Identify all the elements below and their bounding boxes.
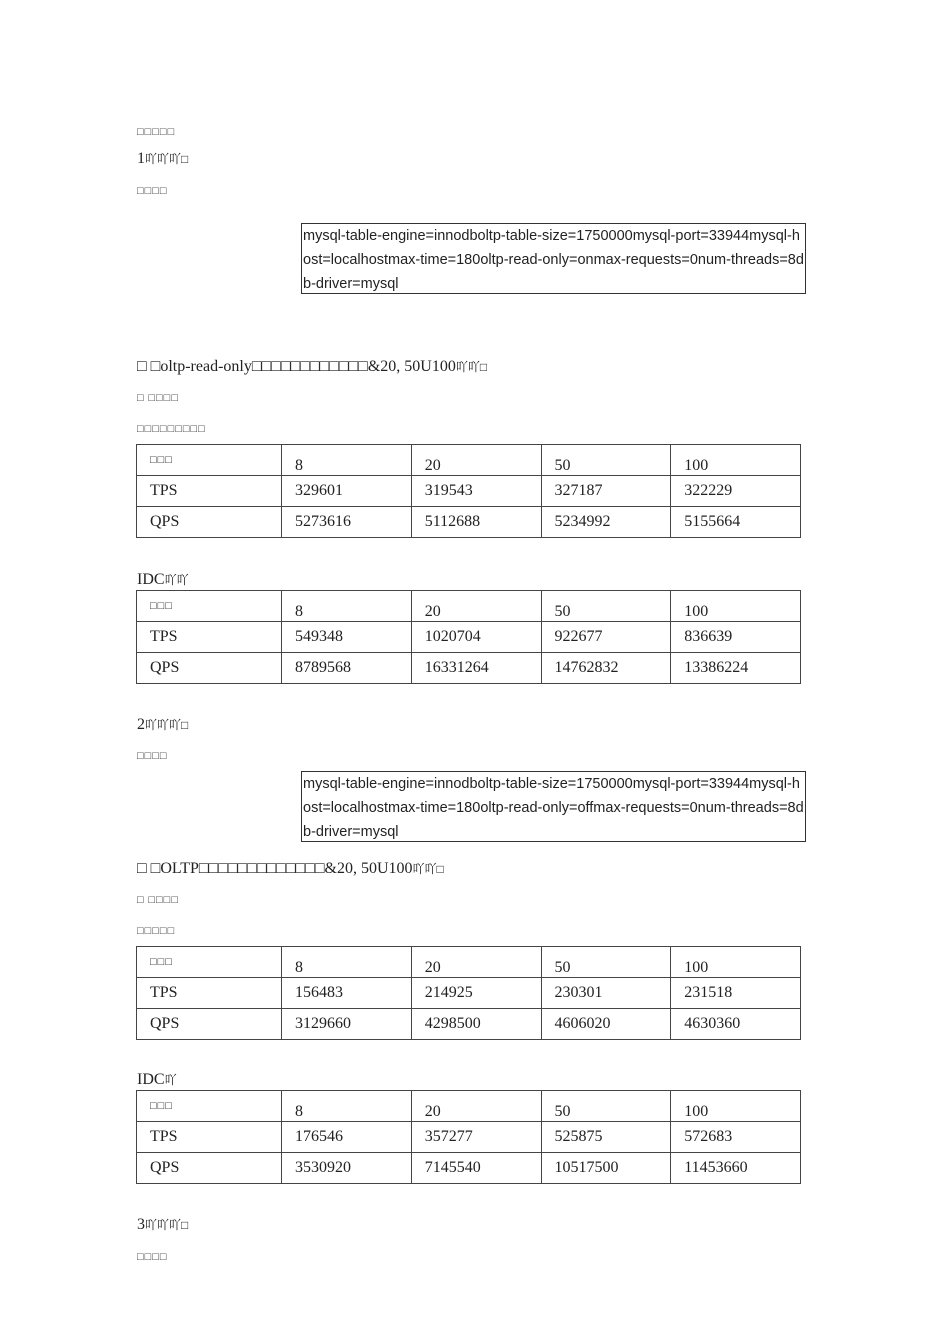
row-label-cell: TPS [137,1122,282,1153]
table-cell: 572683 [671,1122,801,1153]
table-header-cell: 50 [541,947,671,978]
table-cell: 11453660 [671,1153,801,1184]
section-heading-number: 3 [137,1216,145,1233]
table-row [137,1153,801,1184]
table-header-cell: 8 [282,591,412,622]
table-row [137,1009,801,1040]
section-1-table-2-caption [137,571,189,589]
table-header-cell: 20 [411,445,541,476]
section-2-table-2 [136,1090,801,1184]
table-cell: 4606020 [541,1009,671,1040]
table-header-cell: 100 [671,591,801,622]
description-suffix: 吖吖□ [455,360,488,374]
table-cell: 4630360 [671,1009,801,1040]
table-cell: 319543 [411,476,541,507]
section-2-heading [137,716,188,734]
row-label-cell: TPS [137,476,282,507]
table-cell: 549348 [282,622,412,653]
table-header-cell: □□□ [137,591,282,622]
table-header-cell: 50 [541,445,671,476]
table-header-cell: 8 [282,947,412,978]
document-title: □□□□□ [137,126,176,138]
table-cell: 3129660 [282,1009,412,1040]
section-1-config-box: mysql-table-engine=innodboltp-table-size=1750000mysql-port=33944mysql-host=localhostmax-time=180oltp-read-only=onmax-requests=0num-threads=8db-driver=mysql [301,223,806,294]
caption-text: IDC [137,1071,165,1088]
section-heading-text: 吖吖吖□ [145,152,189,166]
table-header-row [137,445,801,476]
description-text: □ □OLTP□□□□□□□□□□□□□&20, 50U100 [137,860,413,877]
table-header-row [137,947,801,978]
section-2-config-label: □□□□ [137,750,168,762]
table-row [137,653,801,684]
table-header-cell: 50 [541,591,671,622]
table-header-cell: 100 [671,445,801,476]
table-cell: 214925 [411,978,541,1009]
row-label-cell: QPS [137,1009,282,1040]
description-text: □ □oltp-read-only□□□□□□□□□□□□&20, 50U100 [137,358,456,375]
table-cell: 5273616 [282,507,412,538]
table-cell: 16331264 [411,653,541,684]
table-cell: 13386224 [671,653,801,684]
table-cell: 327187 [541,476,671,507]
section-heading-number: 2 [137,716,145,733]
table-cell: 922677 [541,622,671,653]
table-cell: 5112688 [411,507,541,538]
section-1-heading [137,150,188,168]
section-heading-text: 吖吖吖□ [145,1218,189,1232]
table-header-cell: 50 [541,1091,671,1122]
section-1-description [137,358,487,376]
section-2-table-2-caption [137,1071,177,1089]
section-1-config-label: □□□□ [137,185,168,197]
table-cell: 329601 [282,476,412,507]
section-1-table-2 [136,590,801,684]
section-1-table-1-caption: □□□□□□□□□ [137,423,206,435]
section-1-sub-label: □ □□□□ [137,392,179,404]
table-cell: 3530920 [282,1153,412,1184]
table-cell: 5234992 [541,507,671,538]
table-header-cell: 100 [671,1091,801,1122]
table-cell: 230301 [541,978,671,1009]
section-3-config-label: □□□□ [137,1251,168,1263]
table-row [137,507,801,538]
table-cell: 7145540 [411,1153,541,1184]
section-3-heading [137,1216,188,1234]
table-header-cell: 20 [411,591,541,622]
table-cell: 156483 [282,978,412,1009]
table-cell: 357277 [411,1122,541,1153]
section-2-table-1-caption: □□□□□ [137,925,176,937]
caption-suffix: 吖吖 [164,573,189,587]
table-cell: 14762832 [541,653,671,684]
table-header-cell: 8 [282,445,412,476]
section-heading-number: 1 [137,150,145,167]
table-cell: 5155664 [671,507,801,538]
section-2-table-1 [136,946,801,1040]
section-2-sub-label: □ □□□□ [137,894,179,906]
description-suffix: 吖吖□ [412,862,444,876]
table-row [137,476,801,507]
table-header-cell: □□□ [137,1091,282,1122]
section-2-description [137,860,444,878]
table-header-cell: 20 [411,947,541,978]
table-header-cell: □□□ [137,947,282,978]
row-label-cell: TPS [137,622,282,653]
row-label-cell: TPS [137,978,282,1009]
caption-suffix: 吖 [164,1073,177,1087]
table-cell: 4298500 [411,1009,541,1040]
row-label-cell: QPS [137,653,282,684]
table-header-row [137,591,801,622]
table-header-cell: □□□ [137,445,282,476]
table-row [137,622,801,653]
table-cell: 322229 [671,476,801,507]
section-1-table-1 [136,444,801,538]
table-header-row [137,1091,801,1122]
table-cell: 525875 [541,1122,671,1153]
section-heading-text: 吖吖吖□ [145,718,189,732]
table-cell: 10517500 [541,1153,671,1184]
table-cell: 836639 [671,622,801,653]
table-header-cell: 100 [671,947,801,978]
table-cell: 231518 [671,978,801,1009]
row-label-cell: QPS [137,507,282,538]
table-row [137,1122,801,1153]
table-cell: 8789568 [282,653,412,684]
table-row [137,978,801,1009]
table-header-cell: 20 [411,1091,541,1122]
table-cell: 176546 [282,1122,412,1153]
section-2-config-box: mysql-table-engine=innodboltp-table-size=1750000mysql-port=33944mysql-host=localhostmax-time=180oltp-read-only=offmax-requests=0num-threads=8db-driver=mysql [301,771,806,842]
caption-text: IDC [137,571,165,588]
row-label-cell: QPS [137,1153,282,1184]
table-cell: 1020704 [411,622,541,653]
table-header-cell: 8 [282,1091,412,1122]
